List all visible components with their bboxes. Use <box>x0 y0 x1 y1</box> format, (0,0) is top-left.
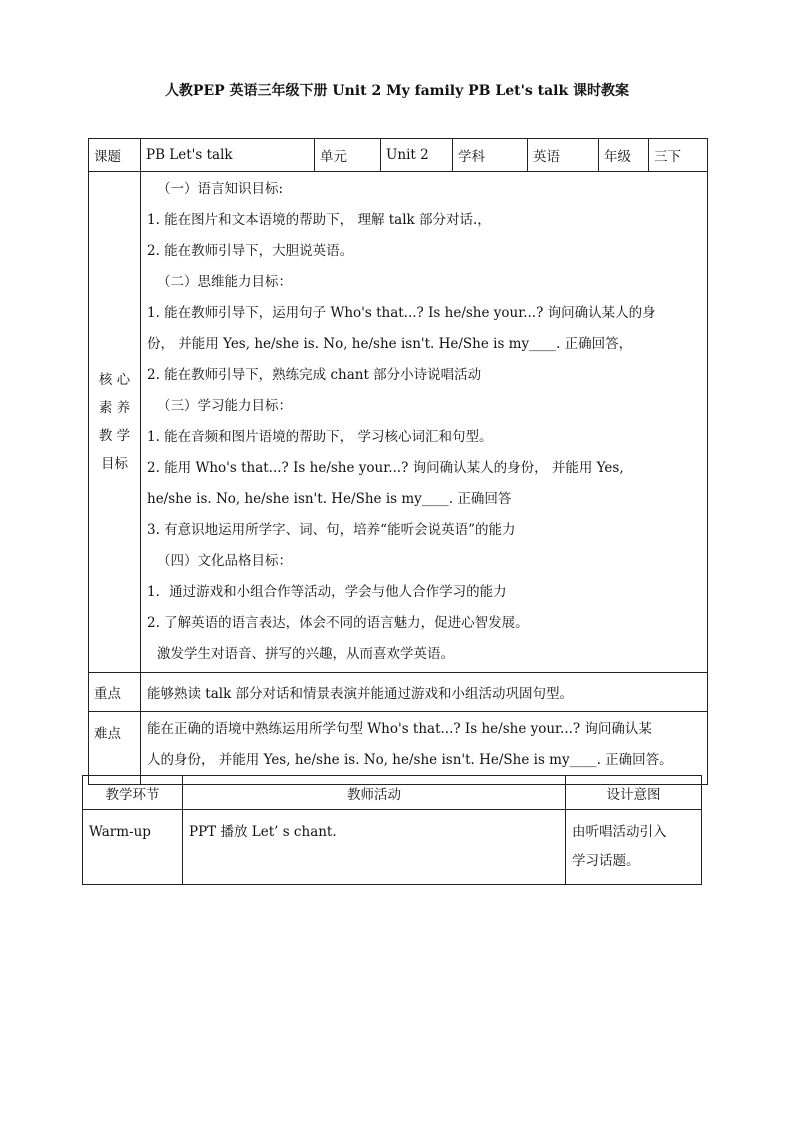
goals-row <box>89 172 708 673</box>
intent-header: 设计意图 <box>566 776 702 810</box>
subject-value: 英语 <box>528 139 599 172</box>
lesson-info-table <box>88 138 708 785</box>
page-title: 人教PEP 英语三年级下册 Unit 2 My family PB Let's talk 课时教案 <box>164 83 630 99</box>
goal-line: 激发学生对语音、拼写的兴趣，从而喜欢学英语。 <box>157 646 454 662</box>
subject-label: 学科 <box>453 139 528 172</box>
goal-line: 1．通过游戏和小组合作等活动，学会与他人合作学习的能力 <box>147 584 507 600</box>
activity-header: 教师活动 <box>183 776 566 810</box>
goals-side-label-1: 核 心 <box>98 372 131 388</box>
intent-cell <box>566 810 702 885</box>
process-header-row <box>83 776 702 810</box>
stage-cell: Warm-up <box>83 810 183 885</box>
teaching-process-table <box>82 775 702 885</box>
difficulty-row <box>89 712 708 785</box>
goal-line: 2. 能在教师引导下，大胆说英语。 <box>147 243 354 259</box>
intent-line-2: 学习话题。 <box>572 853 640 869</box>
key-point-label: 重点 <box>89 673 141 712</box>
topic-value: PB Let's talk <box>141 139 315 172</box>
goal-line: 1. 能在图片和文本语境的帮助下， 理解 talk 部分对话.， <box>147 212 491 228</box>
goal-line: （三）学习能力目标： <box>157 398 292 414</box>
goals-side-label-4: 目标 <box>101 456 128 472</box>
goals-side-label-2: 素 养 <box>98 400 131 416</box>
goals-side-label-3: 教 学 <box>98 428 131 444</box>
grade-label: 年级 <box>599 139 649 172</box>
key-point-row <box>89 673 708 712</box>
unit-value: Unit 2 <box>381 139 453 172</box>
goal-line: 1. 能在教师引导下，运用句子 Who's that...? Is he/she your...? 询问确认某人的身 <box>147 305 656 321</box>
goals-side-label <box>89 172 141 673</box>
goal-line: 3. 有意识地运用所学字、词、句，培养“能听会说英语”的能力 <box>147 522 516 538</box>
stage-header: 教学环节 <box>83 776 183 810</box>
goal-line: 2. 了解英语的语言表达，体会不同的语言魅力，促进心智发展。 <box>147 615 529 631</box>
difficulty-line-2: 人的身份， 并能用 Yes, he/she is. No, he/she isn't. He/She is my____. 正确回答。 <box>147 752 673 768</box>
difficulty-line-1: 能在正确的语境中熟练运用所学句型 Who's that...? Is he/she your...? 询问确认某 <box>147 721 652 737</box>
goal-line: 份， 并能用 Yes, he/she is. No, he/she isn't. He/She is my____. 正确回答， <box>147 336 633 352</box>
difficulty-label: 难点 <box>89 712 141 785</box>
difficulty-content <box>141 712 708 785</box>
key-point-text: 能够熟读 talk 部分对话和情景表演并能通过游戏和小组活动巩固句型。 <box>141 673 708 712</box>
goal-line: 1. 能在音频和图片语境的帮助下， 学习核心词汇和句型。 <box>147 429 493 445</box>
goal-line: （一）语言知识目标: <box>157 181 284 197</box>
intent-line-1: 由听唱活动引入 <box>572 824 667 840</box>
goal-line: 2. 能在教师引导下，熟练完成 chant 部分小诗说唱活动 <box>147 367 482 383</box>
goal-line: （二）思维能力目标： <box>157 274 292 290</box>
unit-label: 单元 <box>315 139 381 172</box>
goals-content <box>141 172 708 673</box>
table-row <box>83 810 702 885</box>
goal-line: （四）文化品格目标： <box>157 553 292 569</box>
topic-label: 课题 <box>89 139 141 172</box>
header-row <box>89 139 708 172</box>
activity-cell: PPT 播放 Let’ s chant. <box>183 810 566 885</box>
goal-line: 2. 能用 Who's that...? Is he/she your...? 询问确认某人的身份， 并能用 Yes, <box>147 460 624 476</box>
grade-value: 三下 <box>649 139 708 172</box>
goal-line: he/she is. No, he/she isn't. He/She is my____. 正确回答 <box>147 491 512 507</box>
